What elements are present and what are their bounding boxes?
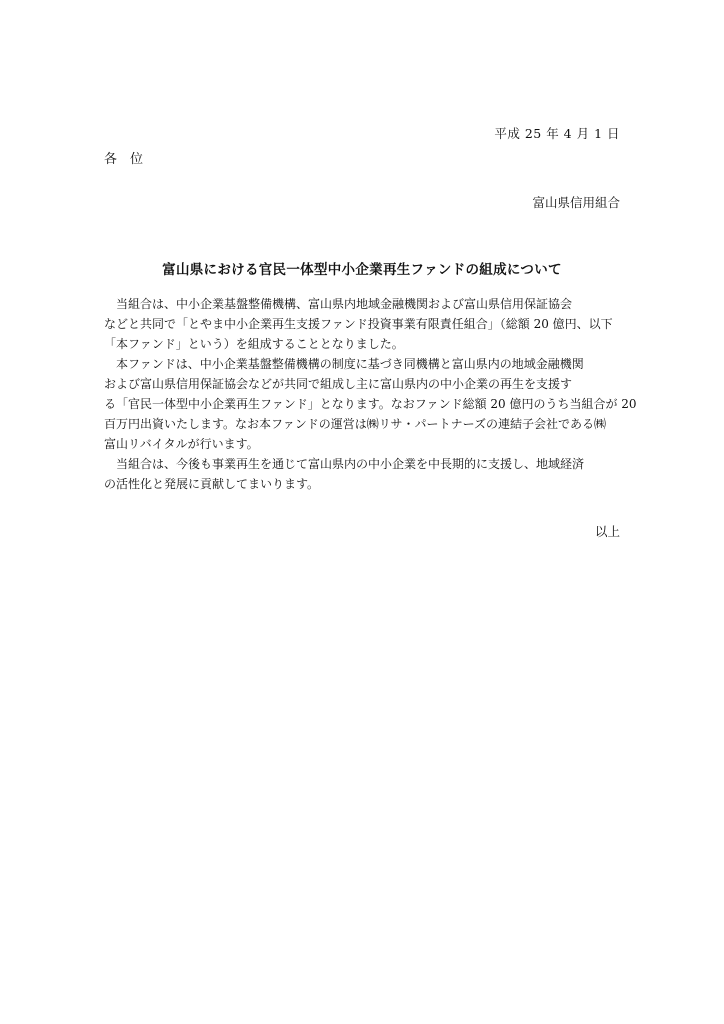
document-title: 富山県における官民一体型中小企業再生ファンドの組成について xyxy=(162,262,562,278)
body-line: 本ファンドは、中小企業基盤整備機構の制度に基づき同機構と富山県内の地域金融機関 xyxy=(104,357,584,371)
addressee: 各 位 xyxy=(104,152,144,167)
body-line: 「本ファンド」という）を組成することとなりました。 xyxy=(104,337,404,351)
body-line: 当組合は、今後も事業再生を通じて富山県内の中小企業を中長期的に支援し、地域経済 xyxy=(104,457,585,471)
body-line: の活性化と発展に貢献してまいります。 xyxy=(104,477,320,491)
body-line: および富山県信用保証協会などが共同で組成し主に富山県内の中小企業の再生を支援す xyxy=(104,377,573,391)
document-date: 平成 25 年 4 月 1 日 xyxy=(494,126,620,141)
closing-remark: 以上 xyxy=(594,524,620,539)
body-line: などと共同で「とやま中小企業再生支援ファンド投資事業有限責任組合」（総額 20 億円、以下 xyxy=(104,317,613,331)
body-line: 当組合は、中小企業基盤整備機構、富山県内地域金融機関および富山県信用保証協会 xyxy=(104,297,573,311)
sender-name: 富山県信用組合 xyxy=(532,195,620,210)
body-line: 百万円出資いたします。なお本ファンドの運営は㈱リサ・パートナーズの連結子会社である㈱ xyxy=(104,417,606,431)
body-line: る「官民一体型中小企業再生ファンド」となります。なおファンド総額 20 億円のうち当組合が 20 xyxy=(104,397,637,411)
body-line: 富山リバイタルが行います。 xyxy=(104,437,259,451)
document-body xyxy=(104,294,637,494)
